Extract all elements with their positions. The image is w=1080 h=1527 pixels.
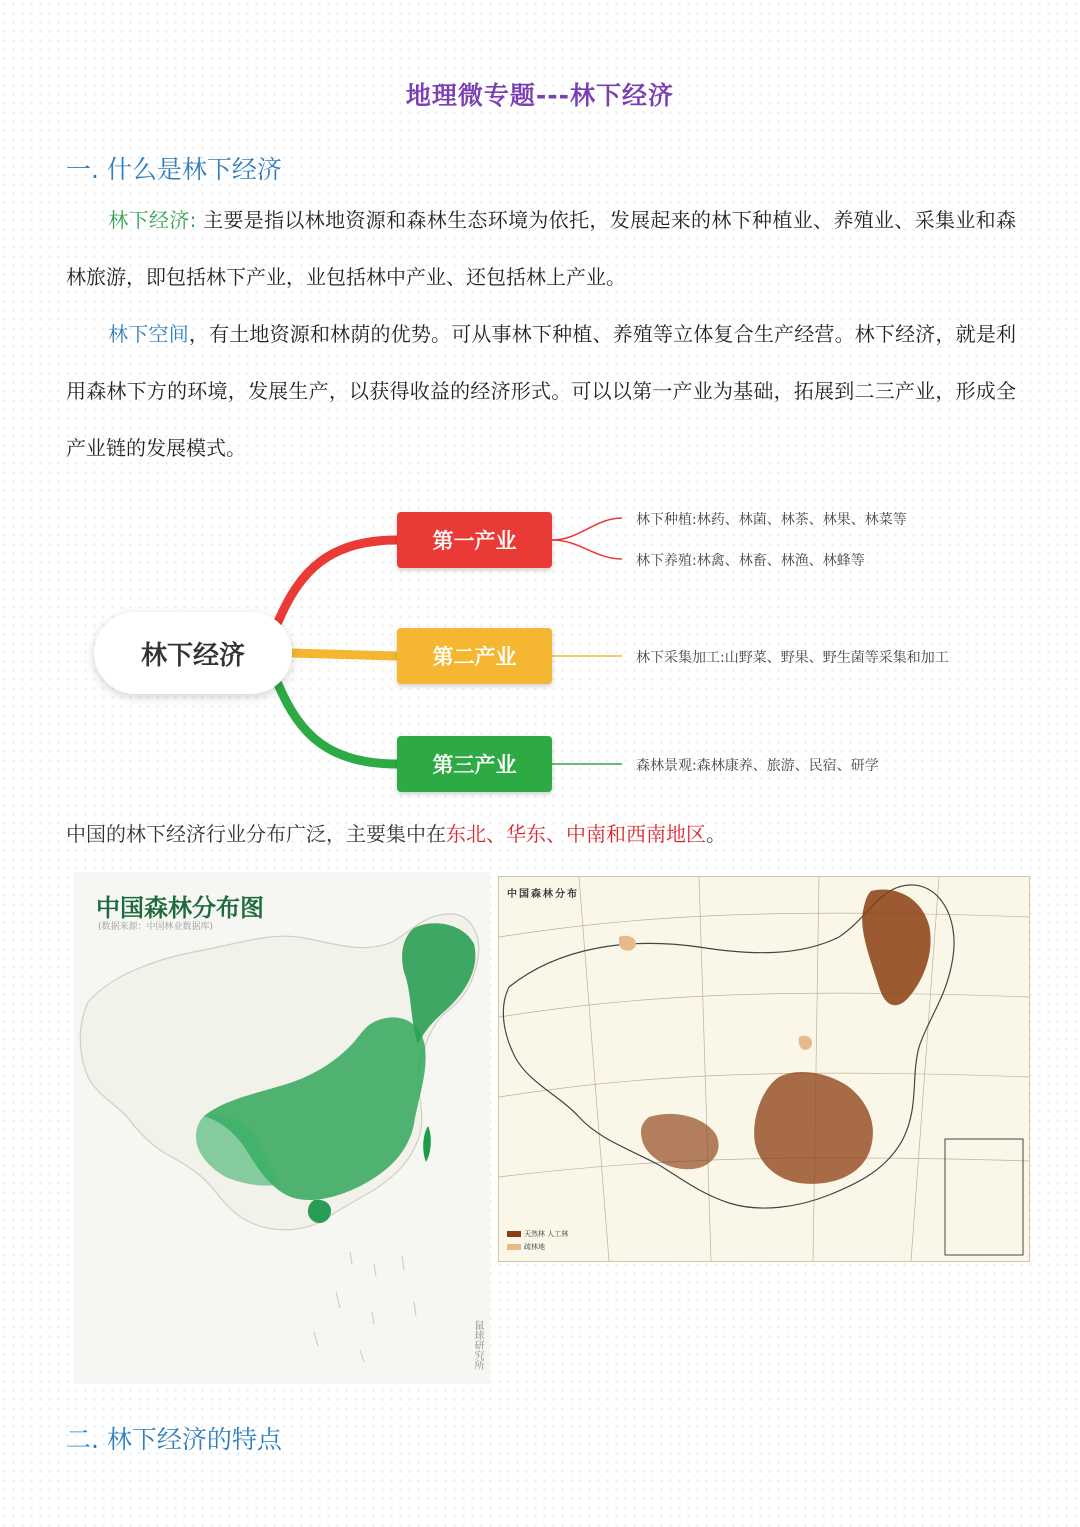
page-title: 地理微专题---林下经济 bbox=[405, 81, 675, 110]
connector-root-first bbox=[278, 540, 397, 622]
forest-map-green bbox=[74, 872, 490, 1384]
distribution-prefix: 中国的林下经济行业分布广泛，主要集中在 bbox=[66, 822, 446, 846]
connector-first-leaf2 bbox=[552, 540, 622, 559]
forest-map-green-source: (数据来源：中国林业数据库) bbox=[98, 922, 214, 932]
leaf-landscape: 森林景观:森林康养、旅游、民宿、研学 bbox=[636, 758, 879, 774]
keyword-linxia-jingji: 林下经济: bbox=[108, 208, 197, 232]
paragraph-space bbox=[66, 306, 1016, 477]
china-outline-brown bbox=[499, 877, 1029, 1261]
connector-first-leaf1 bbox=[552, 518, 622, 540]
definition-text: 主要是指以林地资源和森林生态环境为依托，发展起来的林下种植业、养殖业、采集业和森林旅游，即包括林下产业，业包括林中产业、还包括林上产业。 bbox=[66, 208, 1017, 289]
leaf-processing: 林下采集加工:山野菜、野果、野生菌等采集和加工 bbox=[636, 650, 949, 666]
leaf-breeding: 林下养殖:林禽、林畜、林渔、林蜂等 bbox=[636, 553, 865, 569]
distribution-regions: 东北、华东、中南和西南地区 bbox=[446, 822, 706, 846]
forest-map-brown-legend bbox=[507, 1229, 568, 1252]
forest-map-green-title: 中国森林分布图 bbox=[96, 893, 264, 922]
distribution-note bbox=[66, 818, 726, 847]
forest-map-brown bbox=[498, 876, 1030, 1262]
forest-map-brown-title: 中国森林分布 bbox=[507, 889, 579, 900]
distribution-suffix: 。 bbox=[706, 822, 726, 846]
legend-natural: 天然林 人工林 bbox=[507, 1229, 568, 1239]
node-primary-industry: 第一产业 bbox=[397, 512, 552, 568]
connector-root-second bbox=[292, 653, 397, 656]
forest-map-green-credit: 鼠球研究所 bbox=[472, 1320, 483, 1370]
section-2-heading: 二. 林下经济的特点 bbox=[66, 1425, 282, 1454]
china-outline-green bbox=[74, 872, 490, 1384]
mind-map bbox=[0, 490, 1080, 810]
section-1-heading: 一. 什么是林下经济 bbox=[66, 155, 282, 184]
space-text: ，有土地资源和林荫的优势。可从事林下种植、养殖等立体复合生产经营。林下经济，就是利用森林下方的环境，发展生产，以获得收益的经济形式。可以以第一产业为基础，拓展到二三产业，形成全产业链的发展模式。 bbox=[66, 322, 1017, 460]
leaf-planting: 林下种植:林药、林菌、林茶、林果、林菜等 bbox=[636, 512, 907, 528]
node-secondary-industry: 第二产业 bbox=[397, 628, 552, 684]
paragraph-definition bbox=[66, 192, 1016, 306]
legend-sparse: 疏林地 bbox=[507, 1242, 568, 1252]
keyword-linxia-kongjian: 林下空间 bbox=[108, 322, 189, 346]
connector-root-third bbox=[278, 684, 397, 764]
mind-map-root: 林下经济 bbox=[94, 612, 292, 694]
node-tertiary-industry: 第三产业 bbox=[397, 736, 552, 792]
